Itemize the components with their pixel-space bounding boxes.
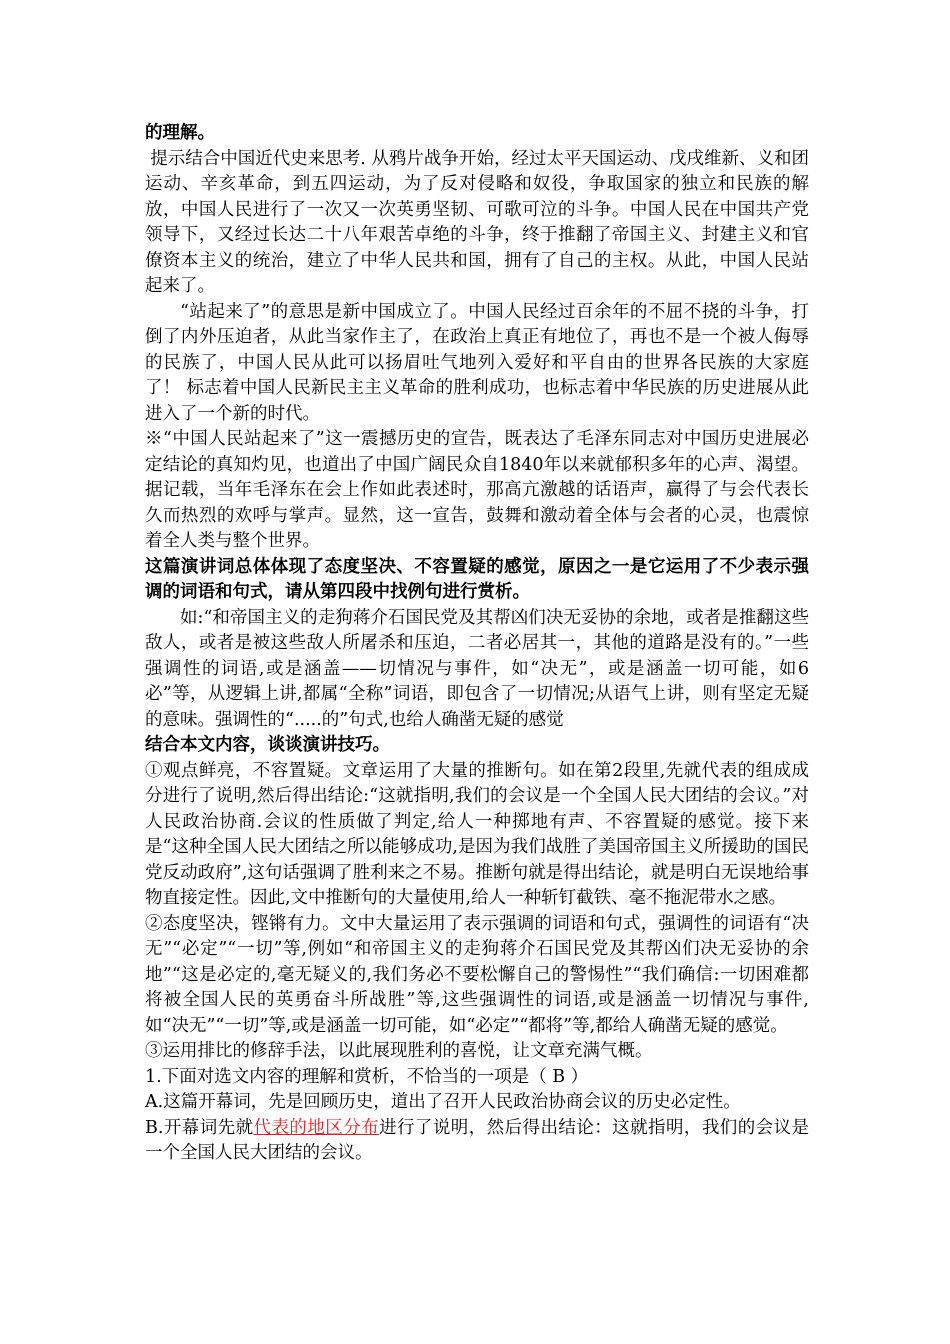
option-b <box>145 1116 809 1167</box>
paragraph-stand-up-meaning: “站起来了”的意思是新中国成立了。中国人民经过百余年的不屈不挠的斗争，打倒了内外压迫者，从此当家作主了，在政治上真正有地位了，再也不是一个被人侮辱的民族了，中国人民从此可以扬眉吐气地列入爱好和平自由的世界各民族的大家庭了！ 标志着中国人民新民主主义革命的胜利成功，也标志着中华民族的历史进展从此进入了一个新的时代。 <box>145 301 809 424</box>
question-heading-emphasis: 这篇演讲词总体体现了态度坚决、不容置疑的感觉，原因之一是它运用了不少表示强调的词语和句式，请从第四段中找例句进行赏析。 <box>145 556 809 602</box>
heading-continuation: 的理解。 <box>145 123 215 143</box>
paragraph-hint: 提示结合中国近代史来思考. 从鸦片战争开始，经过太平天国运动、戊戌维新、义和团运动、辛亥革命，到五四运动，为了反对侵略和奴役，争取国家的独立和民族的解放，中国人民进行了一次又一次英勇坚韧、可歌可泣的斗争。中国人民在中国共产党领导下，又经过长达二十八年艰苦卓绝的斗争，终于推翻了帝国主义、封建主义和官僚资本主义的统治，建立了中华人民共和国，拥有了自己的主权。从此，中国人民站起来了。 <box>145 148 809 296</box>
paragraph-example: 如:“和帝国主义的走狗蒋介石国民党及其帮凶们决无妥协的余地，或者是推翻这些敌人，或者是被这些敌人所屠杀和压迫，二者必居其一，其他的道路是没有的。”一些强调性的词语,或是涵盖——切情况与事件，如“决无”，或是涵盖一切可能，如6必”等，从逻辑上讲,都属“全称”词语，即包含了一切情况;从语气上讲，则有坚定无疑的意味。强调性的“.....的”句式,也给人确凿无疑的感觉 <box>145 607 809 730</box>
paragraph-point-3: ③运用排比的修辞手法，以此展现胜利的喜悦，让文章充满气概。 <box>145 1041 653 1061</box>
option-b-prefix: B.开幕词先就 <box>145 1117 254 1138</box>
question-heading-techniques: 结合本文内容，谈谈演讲技巧。 <box>145 735 390 755</box>
option-b-suffix: 进行了说明，然后得出结论：这就指明，我们的会议是一个全国人民大团结的会议。 <box>145 1117 810 1163</box>
document-page <box>145 121 809 1167</box>
option-b-highlight: 代表的地区分布 <box>253 1117 380 1138</box>
option-a: A.这篇开幕词，先是回顾历史，道出了召开人民政治协商会议的历史必定性。 <box>145 1092 741 1112</box>
paragraph-point-2: ②态度坚决，铿锵有力。文中大量运用了表示强调的词语和句式，强调性的词语有“决无”“必定”“一切”等,例如“和帝国主义的走狗蒋介石国民党及其帮凶们决无妥协的余地”“这是必定的,毫无疑义的,我们务必不要松懈自己的警惕性”“我们确信:一切困难都将被全国人民的英勇奋斗所战胜”等,这些强调性的词语,或是涵盖一切情况与事件,如“决无”“一切”等,或是涵盖一切可能，如“必定”“都将”等,都给人确凿无疑的感觉。 <box>145 913 809 1036</box>
paragraph-point-1: ①观点鲜亮，不容置疑。文章运用了大量的推断句。如在第2段里,先就代表的组成成分进行了说明,然后得出结论:“这就指明,我们的会议是一个全国人民大团结的会议。”对人民政治协商.会议的性质做了判定,给人一种掷地有声、不容置疑的感觉。接下来是“这种全国人民大团结之所以能够成功,是因为我们战胜了美国帝国主义所援助的国民党反动政府”,这句话强调了胜利来之不易。推断句就是得出结论，就是明白无误地给事物直接定性。因此,文中推断句的大量使用,给人一种斩钉截铁、毫不拖泥带水之感。 <box>145 760 809 908</box>
paragraph-note: ※“中国人民站起来了”这一震撼历史的宣告，既表达了毛泽东同志对中国历史进展必定结论的真知灼见，也道出了中国广阔民众自1840年以来就郁积多年的心声、渴望。据记载，当年毛泽东在会上作如此表述时，那高亢激越的话语声，赢得了与会代表长久而热烈的欢呼与掌声。显然，这一宣告，鼓舞和激动着全体与会者的心灵，也震惊着全人类与整个世界。 <box>145 429 809 551</box>
question-1: 1.下面对选文内容的理解和赏析，不恰当的一项是（ B ） <box>145 1066 589 1087</box>
